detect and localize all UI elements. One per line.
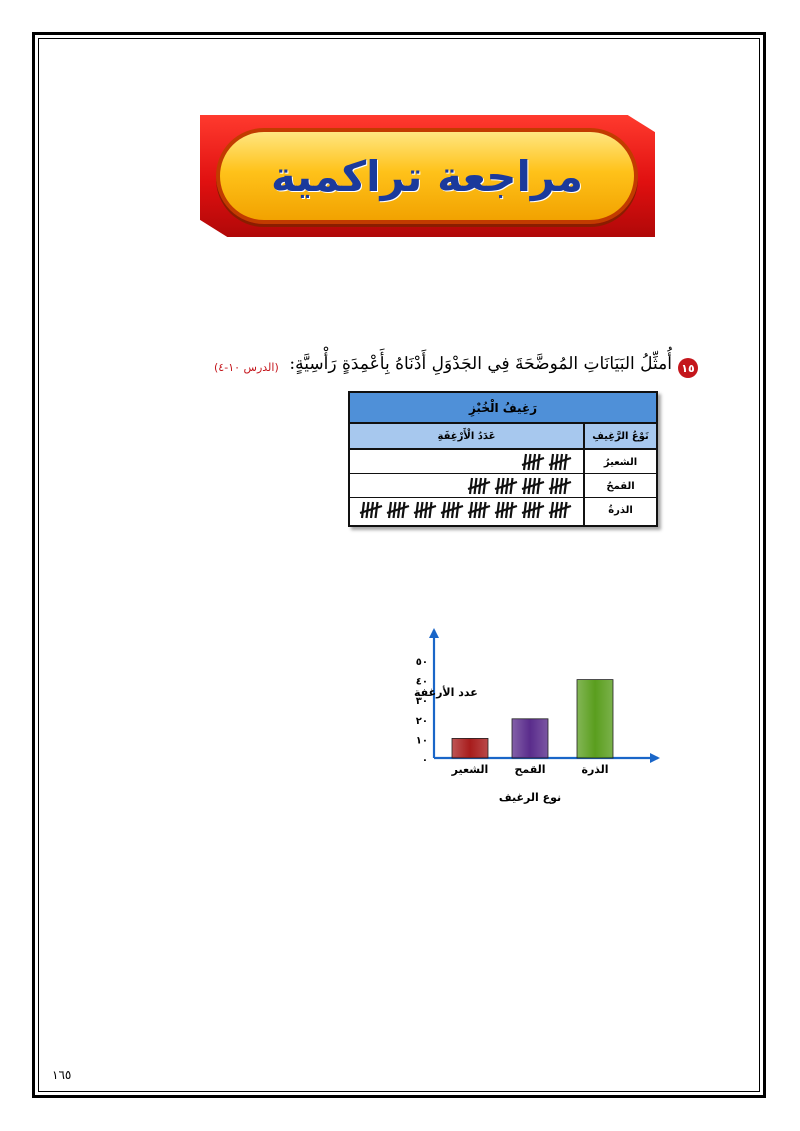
tally-group xyxy=(495,478,517,494)
row-type-label: الذرةُ xyxy=(608,504,633,516)
tally-group xyxy=(522,478,544,494)
tally-group xyxy=(441,502,463,518)
table-row xyxy=(350,474,656,498)
tally-group xyxy=(468,502,490,518)
y-tick-label: ٥٠ xyxy=(415,657,428,668)
x-tick-label: القمح xyxy=(514,763,546,776)
tally-group xyxy=(522,502,544,518)
page-title: مراجعة تراكمية xyxy=(270,151,584,201)
y-tick-label: ٠ xyxy=(421,755,428,766)
bar xyxy=(452,738,488,758)
x-axis-title: نوع الرغيف xyxy=(498,791,562,804)
tally-group xyxy=(549,502,571,518)
tally-group-set xyxy=(357,500,577,520)
row-type-label: الشعيرُ xyxy=(603,456,638,468)
y-axis-title: عدد الأرغفة xyxy=(414,686,478,699)
tally-marks xyxy=(350,450,581,474)
tally-group xyxy=(387,502,409,518)
question-text: أُمثِّلُ البَيَانَاتِ المُوضَّحَةَ فِي الجَدْوَلِ أَدْنَاهُ بِأَعْمِدَةٍ رَأْسِيَّةٍ: xyxy=(289,354,672,374)
tally-group xyxy=(468,478,490,494)
bar-chart xyxy=(340,620,680,820)
y-tick-label: ١٠ xyxy=(415,735,428,747)
tally-group xyxy=(414,502,436,518)
table-row xyxy=(350,498,656,522)
tally-table xyxy=(348,391,658,527)
y-axis-arrow xyxy=(429,628,439,638)
tally-group-set xyxy=(465,476,577,496)
question-number-badge: ١٥ xyxy=(678,358,698,378)
tally-group xyxy=(360,502,382,518)
tally-group xyxy=(495,502,517,518)
bar xyxy=(577,680,613,758)
y-tick-label: ٢٠ xyxy=(415,715,428,727)
title-banner xyxy=(216,128,638,224)
tally-table-title: رَغِيفُ الْخُبْزِ xyxy=(350,393,656,424)
x-tick-label: الذرة xyxy=(581,763,609,776)
table-row xyxy=(350,450,656,474)
tally-group-set xyxy=(519,452,577,472)
row-type-label: القمحُ xyxy=(606,480,635,492)
y-tick-label: ٤٠ xyxy=(415,676,428,688)
bar xyxy=(512,719,548,758)
page-number: ١٦٥ xyxy=(52,1068,72,1082)
x-axis-arrow xyxy=(650,753,660,763)
tally-marks xyxy=(350,474,581,498)
header-loaf-count: عَدَدُ الْأَرْغِفَةِ xyxy=(437,430,496,442)
tally-table-header xyxy=(350,424,656,450)
tally-group xyxy=(522,454,544,470)
header-bread-type: نَوْعُ الرَّغِيفِ xyxy=(592,430,649,442)
lesson-reference: (الدرس ١٠-٤) xyxy=(214,361,279,374)
column-divider xyxy=(583,424,585,525)
tally-group xyxy=(549,454,571,470)
tally-marks xyxy=(350,498,581,522)
y-tick-label: ٣٠ xyxy=(415,696,428,708)
x-tick-label: الشعير xyxy=(451,763,489,776)
tally-group xyxy=(549,478,571,494)
